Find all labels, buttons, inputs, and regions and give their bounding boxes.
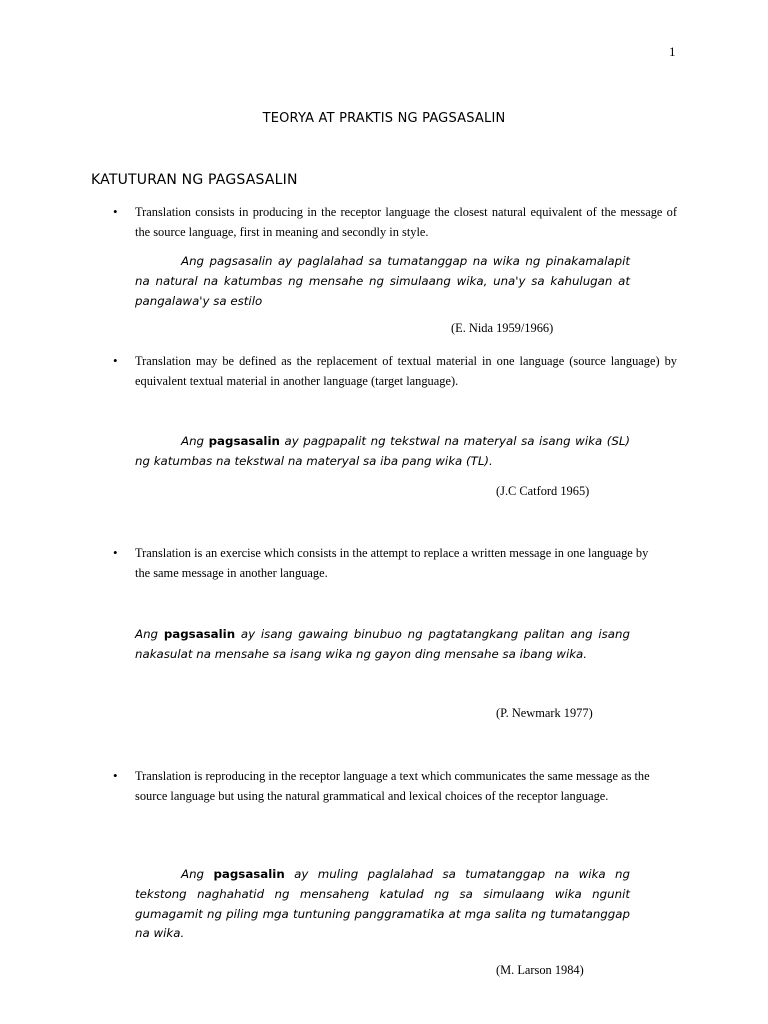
- tagalog-text-end: ay muling paglalahad sa tumatanggap na wika ng tekstong naghahatid ng mensaheng katulad ng sa simulaang wika ngunit gumagamit ng piling mga tuntuning panggramatika at mga salita ng tumatanggap na wika.: [135, 867, 630, 941]
- citation: (P. Newmark 1977): [496, 706, 593, 720]
- tagalog-keyword: pagsasalin: [163, 627, 236, 641]
- tagalog-translation: [135, 432, 630, 472]
- tagalog-translation: [135, 252, 630, 311]
- tagalog-translation: [135, 625, 630, 665]
- citation: (M. Larson 1984): [496, 963, 584, 977]
- section-heading: KATUTURAN NG PAGSASALIN: [91, 172, 298, 188]
- english-definition: Translation is reproducing in the receptor language a text which communicates the same message as the source language but using the natural grammatical and lexical choices of the receptor language.: [135, 769, 650, 803]
- tagalog-text-end: ay pagpapalit ng tekstwal na materyal sa isang wika (SL) ng katumbas na tekstwal na materyal sa iba pang wika (TL).: [135, 434, 630, 468]
- tagalog-translation: [135, 865, 630, 944]
- tagalog-text-start: Ang: [181, 867, 214, 881]
- page-number: 1: [669, 44, 676, 59]
- citation: (J.C Catford 1965): [496, 484, 590, 498]
- bullet-marker: •: [113, 545, 118, 560]
- tagalog-keyword: pagsasalin: [208, 434, 280, 448]
- tagalog-text-start: Ang: [181, 434, 209, 448]
- bullet-marker: •: [113, 768, 118, 783]
- english-definition: Translation may be defined as the replacement of textual material in one language (source language) by equivalent textual material in another language (target language).: [135, 354, 677, 388]
- english-definition: Translation consists in producing in the receptor language the closest natural equivalent of the message of the source language, first in meaning and secondly in style.: [135, 205, 677, 239]
- tagalog-text-start: Ang: [135, 627, 164, 641]
- citation: (E. Nida 1959/1966): [451, 321, 554, 335]
- english-definition: Translation is an exercise which consists in the attempt to replace a written message in one language by the same message in another language.: [135, 546, 649, 580]
- tagalog-text: Ang pagsasalin ay paglalahad sa tumatanggap na wika ng pinakamalapit na natural na katumbas ng mensahe ng simulaang wika, una'y sa kahulugan at pangalawa'y sa estilo: [135, 254, 630, 308]
- document-title: TEORYA AT PRAKTIS NG PAGSASALIN: [262, 111, 506, 126]
- bullet-marker: •: [113, 204, 118, 219]
- bullet-marker: •: [113, 353, 118, 368]
- tagalog-keyword: pagsasalin: [213, 867, 285, 881]
- tagalog-text-end: ay isang gawaing binubuo ng pagtatangkang palitan ang isang nakasulat na mensahe sa isang wika ng gayon ding mensahe sa ibang wika.: [135, 627, 630, 661]
